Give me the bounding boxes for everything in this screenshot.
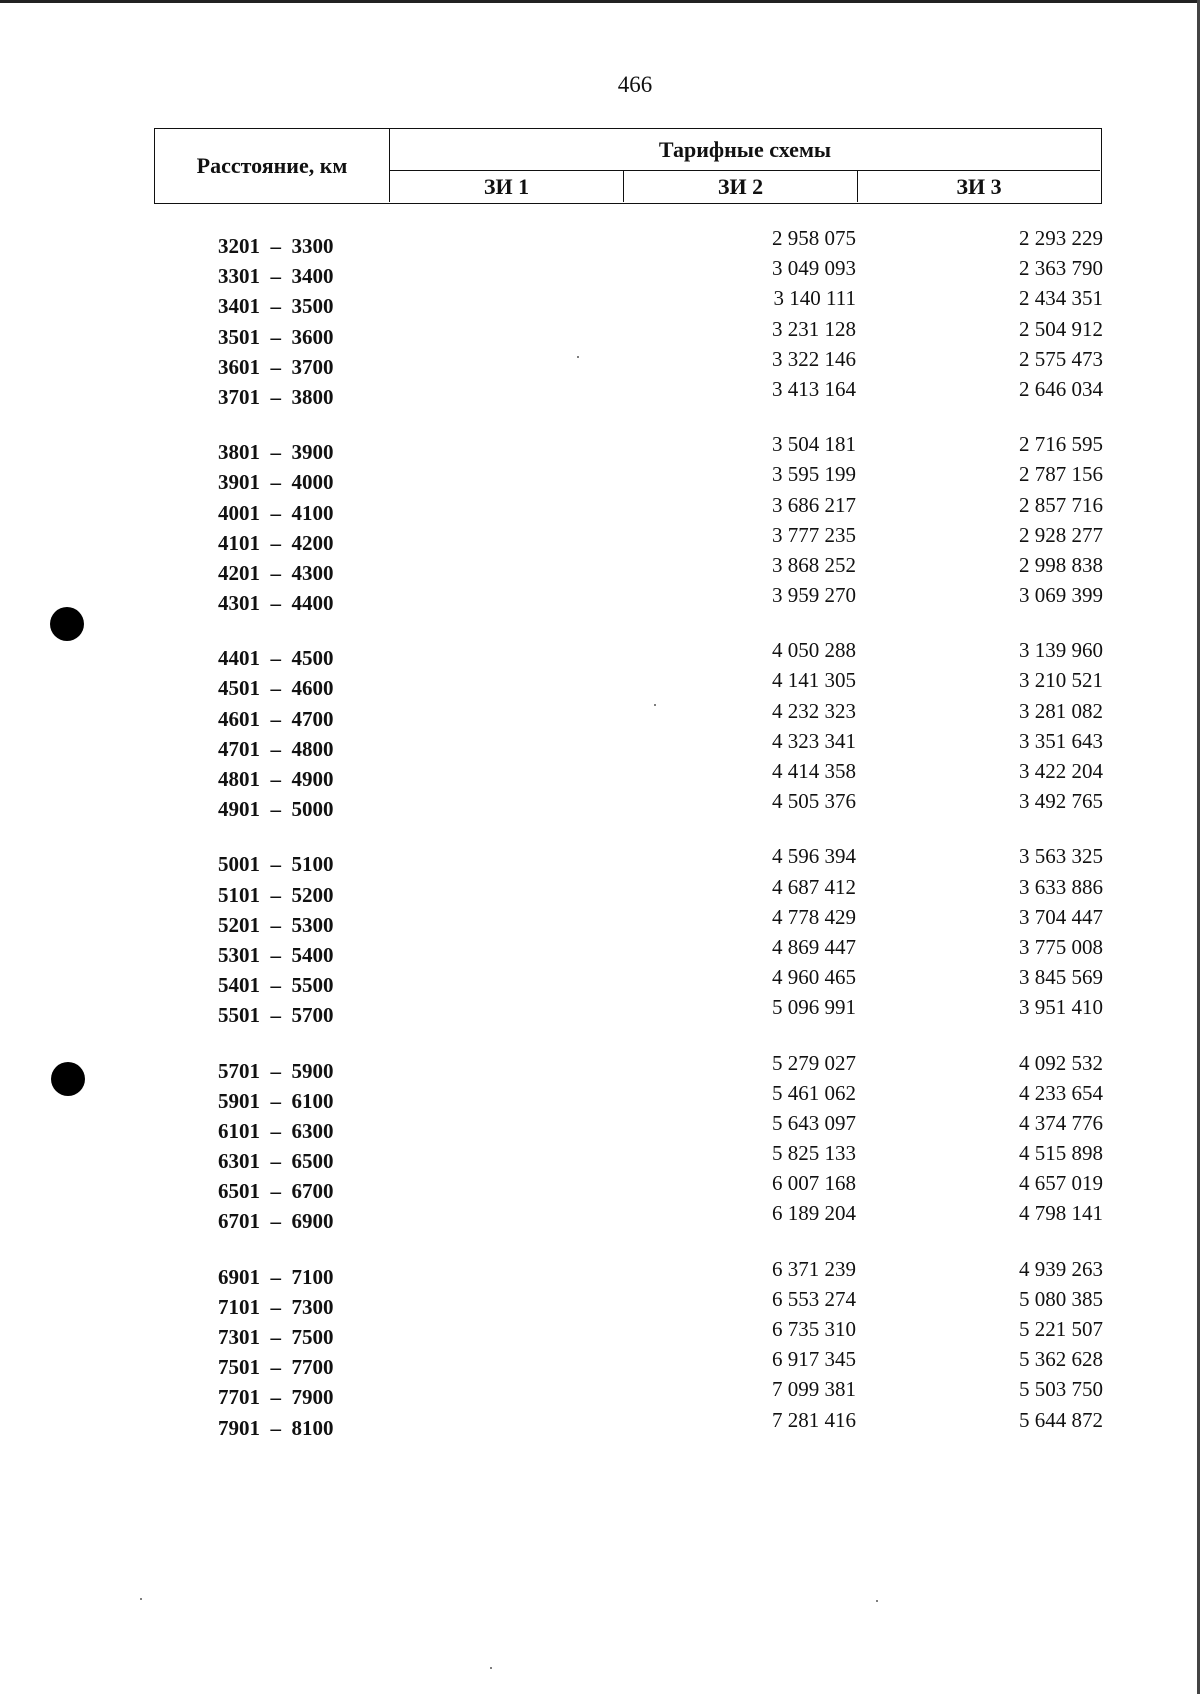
header-tariff-schemes: Тарифные схемы xyxy=(390,129,1100,171)
distance-range: 4401 – 4500 xyxy=(218,646,334,671)
distance-range: 7301 – 7500 xyxy=(218,1325,334,1349)
zi2-value: 4 141 305 xyxy=(772,668,856,693)
zi3-value: 3 633 886 xyxy=(1019,874,1103,899)
distance-range: 7101 – 7300 xyxy=(218,1294,334,1319)
table-header xyxy=(154,128,1102,204)
distance-range: 5701 – 5900 xyxy=(218,1058,334,1083)
zi2-value: 6 917 345 xyxy=(772,1347,856,1372)
distance-range: 3401 – 3500 xyxy=(218,294,334,319)
zi2-value: 2 958 075 xyxy=(772,226,856,250)
zi3-value: 3 281 082 xyxy=(1019,698,1103,723)
table-row xyxy=(0,1171,1200,1204)
zi3-value: 3 351 643 xyxy=(1019,728,1103,753)
table-row xyxy=(0,965,1200,998)
zi3-value: 3 492 765 xyxy=(1019,789,1103,814)
zi3-value: 5 221 507 xyxy=(1019,1317,1103,1341)
table-row xyxy=(0,347,1200,377)
distance-range: 5401 – 5500 xyxy=(218,973,334,998)
distance-range: 4201 – 4300 xyxy=(218,560,334,585)
zi3-value: 4 233 654 xyxy=(1019,1080,1103,1105)
zi3-value: 3 951 410 xyxy=(1019,995,1103,1020)
distance-range: 5301 – 5400 xyxy=(218,942,334,967)
zi3-value: 2 575 473 xyxy=(1019,346,1103,371)
distance-range: 4901 – 5000 xyxy=(218,797,334,822)
zi3-value: 4 515 898 xyxy=(1019,1141,1103,1166)
table-row xyxy=(0,1051,1200,1081)
zi3-value: 2 857 716 xyxy=(1019,492,1103,517)
zi3-value: 3 069 399 xyxy=(1019,583,1103,608)
zi2-value: 5 461 062 xyxy=(772,1080,856,1105)
zi3-value: 5 644 872 xyxy=(1019,1407,1103,1432)
zi2-value: 5 096 991 xyxy=(772,995,856,1020)
zi2-value: 4 232 323 xyxy=(772,698,856,723)
zi3-value: 4 939 263 xyxy=(1019,1256,1103,1281)
header-distance: Расстояние, км xyxy=(155,129,390,202)
distance-range: 7501 – 7700 xyxy=(218,1355,334,1380)
table-row xyxy=(0,729,1200,759)
table-row xyxy=(0,1201,1200,1234)
header-zi2: ЗИ 2 xyxy=(624,171,858,202)
zi2-value: 5 825 133 xyxy=(772,1141,856,1166)
zi2-value: 3 049 093 xyxy=(772,256,856,281)
zi3-value: 2 787 156 xyxy=(1019,462,1103,487)
zi3-value: 5 503 750 xyxy=(1019,1377,1103,1402)
distance-range: 4801 – 4900 xyxy=(218,767,334,791)
table-row xyxy=(0,317,1200,347)
scan-speck xyxy=(577,356,579,358)
zi2-value: 7 281 416 xyxy=(772,1407,856,1432)
scan-speck xyxy=(654,704,656,706)
table-row xyxy=(0,462,1200,495)
table-row xyxy=(0,1257,1200,1287)
zi3-value: 3 139 960 xyxy=(1019,638,1103,663)
scan-speck xyxy=(140,1598,142,1600)
distance-range: 7901 – 8100 xyxy=(218,1415,334,1440)
distance-range: 4101 – 4200 xyxy=(218,530,334,555)
zi2-value: 5 643 097 xyxy=(772,1110,856,1135)
table-row xyxy=(0,759,1200,789)
zi2-value: 7 099 381 xyxy=(772,1377,856,1402)
zi2-value: 3 231 128 xyxy=(772,316,856,341)
zi2-value: 3 868 252 xyxy=(772,552,856,577)
table-row xyxy=(0,1111,1200,1141)
table-row xyxy=(0,1317,1200,1347)
zi2-value: 3 777 235 xyxy=(772,522,856,547)
zi3-value: 3 563 325 xyxy=(1019,844,1103,869)
distance-range: 7701 – 7900 xyxy=(218,1385,334,1410)
table-row xyxy=(0,523,1200,553)
zi3-value: 4 798 141 xyxy=(1019,1201,1103,1226)
zi2-value: 3 413 164 xyxy=(772,376,856,401)
table-row xyxy=(0,493,1200,523)
table-row xyxy=(0,1287,1200,1317)
distance-range: 4701 – 4800 xyxy=(218,736,334,761)
distance-range: 3201 – 3300 xyxy=(218,234,334,258)
table-row xyxy=(0,1347,1200,1380)
header-zi3: ЗИ 3 xyxy=(956,173,1002,199)
table-row xyxy=(0,1141,1200,1174)
zi3-value: 3 775 008 xyxy=(1019,934,1103,959)
zi2-value: 6 189 204 xyxy=(772,1201,856,1226)
table-row xyxy=(0,226,1200,256)
zi3-value: 2 646 034 xyxy=(1019,376,1103,401)
zi3-value: 5 080 385 xyxy=(1019,1286,1103,1311)
zi3-value: 3 422 204 xyxy=(1019,759,1103,783)
zi3-value: 2 998 838 xyxy=(1019,552,1103,577)
distance-range: 3501 – 3600 xyxy=(218,324,334,349)
table-row xyxy=(0,789,1200,822)
zi3-value: 3 704 447 xyxy=(1019,904,1103,929)
zi2-value: 6 735 310 xyxy=(772,1317,856,1341)
table-row xyxy=(0,699,1200,729)
zi2-value: 6 553 274 xyxy=(772,1286,856,1311)
distance-range: 4601 – 4700 xyxy=(218,706,334,731)
table-row xyxy=(0,553,1200,583)
zi2-value: 4 505 376 xyxy=(772,789,856,814)
table-row xyxy=(0,905,1200,935)
zi3-value: 2 716 595 xyxy=(1019,432,1103,457)
zi3-value: 5 362 628 xyxy=(1019,1347,1103,1372)
zi3-value: 4 657 019 xyxy=(1019,1171,1103,1196)
header-zi1: ЗИ 1 xyxy=(390,171,624,202)
distance-range: 6301 – 6500 xyxy=(218,1149,334,1174)
table-row xyxy=(0,432,1200,465)
distance-range: 6701 – 6900 xyxy=(218,1209,334,1234)
table-row xyxy=(0,844,1200,877)
table-row xyxy=(0,935,1200,965)
zi2-value: 3 595 199 xyxy=(772,462,856,487)
distance-range: 6101 – 6300 xyxy=(218,1118,334,1143)
zi2-value: 4 414 358 xyxy=(772,759,856,783)
distance-range: 5501 – 5700 xyxy=(218,1003,334,1028)
table-row xyxy=(0,1377,1200,1410)
zi2-value: 3 322 146 xyxy=(772,346,856,371)
table-row xyxy=(0,256,1200,289)
page-number: 466 xyxy=(617,72,653,97)
zi2-value: 4 687 412 xyxy=(772,874,856,899)
zi3-value: 4 092 532 xyxy=(1019,1050,1103,1075)
distance-range: 3701 – 3800 xyxy=(218,384,334,409)
table-row xyxy=(0,583,1200,616)
table-row xyxy=(0,995,1200,1028)
zi3-value: 3 845 569 xyxy=(1019,965,1103,990)
zi2-value: 4 778 429 xyxy=(772,904,856,929)
table-row xyxy=(0,1081,1200,1111)
distance-range: 5901 – 6100 xyxy=(218,1088,334,1113)
distance-range: 4001 – 4100 xyxy=(218,500,334,525)
zi3-value: 2 293 229 xyxy=(1019,226,1103,250)
zi2-value: 3 686 217 xyxy=(772,492,856,517)
punch-hole-upper xyxy=(50,607,84,641)
zi2-value: 4 869 447 xyxy=(772,934,856,959)
zi3-value: 2 434 351 xyxy=(1019,286,1103,311)
zi2-value: 4 050 288 xyxy=(772,638,856,663)
zi2-value: 4 596 394 xyxy=(772,844,856,869)
distance-range: 6901 – 7100 xyxy=(218,1264,334,1289)
zi2-value: 6 007 168 xyxy=(772,1171,856,1196)
zi2-value: 3 504 181 xyxy=(772,432,856,457)
distance-range: 3301 – 3400 xyxy=(218,264,334,289)
scan-speck xyxy=(490,1667,492,1669)
distance-range: 5101 – 5200 xyxy=(218,882,334,907)
table-row xyxy=(0,1408,1200,1438)
distance-range: 3601 – 3700 xyxy=(218,354,334,379)
distance-range: 6501 – 6700 xyxy=(218,1179,334,1204)
zi2-value: 6 371 239 xyxy=(772,1256,856,1281)
scan-speck xyxy=(876,1600,878,1602)
zi2-value: 5 279 027 xyxy=(772,1050,856,1075)
table-row xyxy=(0,286,1200,319)
zi3-value: 2 928 277 xyxy=(1019,522,1103,547)
distance-range: 3901 – 4000 xyxy=(218,470,334,495)
distance-range: 5001 – 5100 xyxy=(218,852,334,877)
distance-range: 5201 – 5300 xyxy=(218,912,334,937)
zi3-value: 3 210 521 xyxy=(1019,668,1103,693)
zi2-value: 3 959 270 xyxy=(772,583,856,608)
punch-hole-lower xyxy=(51,1062,85,1096)
distance-range: 3801 – 3900 xyxy=(218,440,334,465)
zi2-value: 4 323 341 xyxy=(772,728,856,753)
scan-border-top xyxy=(0,0,1200,3)
table-row xyxy=(0,377,1200,407)
table-row xyxy=(0,668,1200,701)
zi3-value: 2 363 790 xyxy=(1019,256,1103,281)
tariff-table-body xyxy=(0,226,1200,1438)
table-row xyxy=(0,875,1200,905)
zi2-value: 3 140 111 xyxy=(773,286,856,311)
zi2-value: 4 960 465 xyxy=(772,965,856,990)
table-row xyxy=(0,638,1200,671)
distance-range: 4501 – 4600 xyxy=(218,676,334,701)
zi3-value: 2 504 912 xyxy=(1019,316,1103,341)
distance-range: 4301 – 4400 xyxy=(218,591,334,616)
zi3-value: 4 374 776 xyxy=(1019,1110,1103,1135)
